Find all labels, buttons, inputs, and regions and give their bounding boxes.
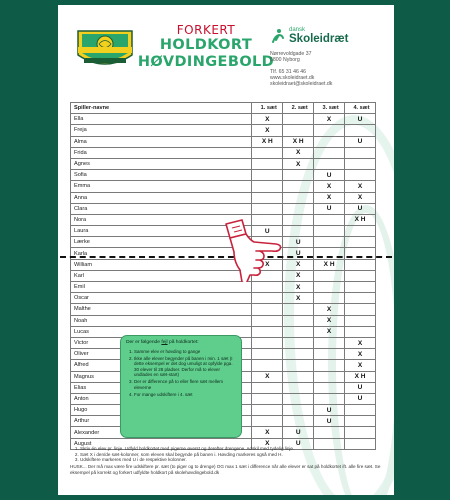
table-row <box>71 315 376 326</box>
set-cell: U <box>314 405 345 416</box>
table-row <box>71 114 376 125</box>
set-cell: U <box>345 203 376 214</box>
table-row <box>71 282 376 293</box>
column-header: 1. sæt <box>252 103 283 114</box>
set-cell: X H <box>314 259 345 270</box>
instruction-list <box>70 446 382 463</box>
set-cell: X <box>283 147 314 158</box>
player-name-cell: Victor <box>71 337 252 348</box>
set-cell <box>314 214 345 225</box>
table-row <box>71 203 376 214</box>
set-cell <box>283 405 314 416</box>
set-cell: U <box>283 427 314 438</box>
instructions-footer <box>70 446 382 476</box>
set-cell <box>314 125 345 136</box>
set-cell <box>345 259 376 270</box>
player-name-cell: Karla <box>71 248 252 259</box>
org-address <box>270 51 390 87</box>
set-cell: X <box>252 125 283 136</box>
set-cell: X <box>345 337 376 348</box>
set-cell: X <box>252 427 283 438</box>
instruction-item: 1. Skriv én elev pr. linje. Udfyld holdkortet med pigerne øverst og derefter drengene. Adskil med tydelig linje. <box>80 446 382 452</box>
set-cell <box>252 304 283 315</box>
player-name-cell: Anna <box>71 192 252 203</box>
set-cell <box>283 170 314 181</box>
set-cell <box>283 181 314 192</box>
player-name-cell: Arthur <box>71 416 252 427</box>
player-name-cell: Oscar <box>71 293 252 304</box>
set-cell <box>283 192 314 203</box>
player-name-cell: Clara <box>71 203 252 214</box>
set-cell <box>283 304 314 315</box>
set-cell <box>252 382 283 393</box>
set-cell <box>314 147 345 158</box>
set-cell <box>314 427 345 438</box>
set-cell: X <box>283 158 314 169</box>
set-cell <box>283 416 314 427</box>
player-name-cell: Emma <box>71 181 252 192</box>
error-info-box <box>120 335 242 438</box>
player-name-cell: Noah <box>71 315 252 326</box>
player-name-cell: August <box>71 438 252 449</box>
set-cell <box>345 125 376 136</box>
set-cell: X H <box>283 136 314 147</box>
error-list <box>126 349 236 398</box>
skoleidraet-logo-icon <box>270 28 286 44</box>
set-cell <box>345 147 376 158</box>
info-lead-underlined: fejl <box>161 340 168 345</box>
org-prefix: dansk <box>289 27 306 33</box>
error-item: 2. Ikke alle elever begynder på banen i min. 1 sæt (I dette eksempel er det dog umuligt at opfylde pga. 30 elever til 28 pladser. Derfor må to elever undlades en sæt-start) <box>134 356 236 378</box>
set-cell <box>314 282 345 293</box>
set-cell <box>252 315 283 326</box>
set-cell <box>345 282 376 293</box>
player-name-cell: Lærke <box>71 237 252 248</box>
set-cell <box>252 405 283 416</box>
set-cell <box>345 405 376 416</box>
set-cell <box>345 427 376 438</box>
set-cell: X <box>283 270 314 281</box>
set-cell: U <box>252 226 283 237</box>
set-cell: X <box>345 349 376 360</box>
player-name-cell: Laura <box>71 226 252 237</box>
set-cell <box>314 337 345 348</box>
set-cell: U <box>345 136 376 147</box>
player-name-cell: Freja <box>71 125 252 136</box>
player-name-cell: Ella <box>71 114 252 125</box>
page-title-line2: HØVDINGEBOLD <box>137 54 275 70</box>
set-cell <box>345 304 376 315</box>
set-cell <box>252 360 283 371</box>
set-cell <box>283 371 314 382</box>
table-row <box>71 158 376 169</box>
player-name-cell: Hugo <box>71 405 252 416</box>
forkert-label: FORKERT <box>176 23 236 37</box>
set-cell <box>345 416 376 427</box>
set-cell <box>252 293 283 304</box>
set-cell <box>314 226 345 237</box>
instruction-item: 3. Udskiftere markeres med U i de respektive kolonner. <box>80 457 382 463</box>
player-name-cell: Malthe <box>71 304 252 315</box>
player-name-cell: William <box>71 259 252 270</box>
set-cell: X <box>314 304 345 315</box>
info-lead: Der er følgende fejl på holdkortet: <box>126 340 199 345</box>
set-cell: U <box>345 393 376 404</box>
set-cell <box>252 393 283 404</box>
table-row <box>71 293 376 304</box>
set-cell: U <box>314 416 345 427</box>
instruction-item: 2. Sæt X i den/de sæt-kolonner, som eleven skal begynde på banen i. Høvding markeres også med H. <box>80 452 382 458</box>
table-row <box>71 147 376 158</box>
player-name-cell: Alexander <box>71 427 252 438</box>
holdkort-sheet <box>58 5 394 495</box>
table-row <box>71 304 376 315</box>
table-row <box>71 192 376 203</box>
table-row <box>71 136 376 147</box>
player-name-cell: Alfred <box>71 360 252 371</box>
set-cell <box>252 158 283 169</box>
set-cell <box>283 382 314 393</box>
player-name-cell: Agnes <box>71 158 252 169</box>
set-cell <box>345 270 376 281</box>
set-cell: X <box>252 371 283 382</box>
set-cell: X <box>314 315 345 326</box>
set-cell <box>314 237 345 248</box>
column-header: 2. sæt <box>283 103 314 114</box>
set-cell: U <box>345 114 376 125</box>
player-name-cell: Emil <box>71 282 252 293</box>
set-cell <box>252 326 283 337</box>
player-name-cell: Elias <box>71 382 252 393</box>
reminder-note: HUSK... Der må max være fire udskiftere pr. sæt (to piger og to drenge) OG max 1 sæt i difference når alle elever er sat på holdkortet ift. alle fire sæt. Se eksempel på korrekt og forkert udfyldte holdkort på skolehøvdingebold.dk <box>70 464 381 475</box>
page-title-line1: HOLDKORT <box>159 37 253 53</box>
set-cell: X <box>283 293 314 304</box>
set-cell <box>283 349 314 360</box>
set-cell <box>283 315 314 326</box>
set-cell: X H <box>345 214 376 225</box>
player-name-cell: Alma <box>71 136 252 147</box>
set-cell <box>252 282 283 293</box>
title-block <box>136 23 276 71</box>
player-name-cell: Lucas <box>71 326 252 337</box>
set-cell <box>252 349 283 360</box>
column-header: 4. sæt <box>345 103 376 114</box>
set-cell <box>314 371 345 382</box>
error-item: 1. Samme elev er høvding to gange <box>134 349 236 355</box>
column-header: 3. sæt <box>314 103 345 114</box>
address-line: 5800 Nyborg <box>270 57 300 64</box>
player-name-cell: Anton <box>71 393 252 404</box>
column-header: Spiller-navne <box>71 103 252 114</box>
set-cell <box>314 393 345 404</box>
set-cell: X <box>314 181 345 192</box>
table-row <box>71 125 376 136</box>
set-cell: X <box>252 114 283 125</box>
set-cell <box>314 158 345 169</box>
table-row <box>71 181 376 192</box>
set-cell: U <box>314 170 345 181</box>
organisation-block <box>270 27 390 87</box>
set-cell <box>314 293 345 304</box>
set-cell <box>345 326 376 337</box>
set-cell <box>283 337 314 348</box>
error-item: 4. For mange udskiftere i 4. sæt <box>134 392 236 398</box>
set-cell <box>283 125 314 136</box>
table-row <box>71 170 376 181</box>
set-cell <box>252 192 283 203</box>
set-cell <box>283 360 314 371</box>
player-name-cell: Karl <box>71 270 252 281</box>
set-cell <box>314 360 345 371</box>
set-cell <box>345 315 376 326</box>
email-link[interactable]: skoleidraet@skoleidraet.dk <box>270 81 333 88</box>
set-cell: X H <box>252 136 283 147</box>
org-logo <box>270 27 390 45</box>
set-cell <box>345 237 376 248</box>
set-cell <box>252 181 283 192</box>
set-cell: X <box>314 192 345 203</box>
org-name: Skoleidræt <box>289 33 349 45</box>
set-cell <box>252 337 283 348</box>
tournament-badge-icon <box>72 27 138 71</box>
player-name-cell: Sofia <box>71 170 252 181</box>
set-cell: X <box>252 259 283 270</box>
error-item: 3. Der er difference på to eller flere sæt mellem eleverne <box>134 379 236 390</box>
set-cell <box>283 393 314 404</box>
set-cell: U <box>314 203 345 214</box>
set-cell <box>314 270 345 281</box>
set-cell <box>252 416 283 427</box>
table-header-row <box>71 103 376 114</box>
set-cell: X <box>283 259 314 270</box>
set-cell: X <box>345 192 376 203</box>
set-cell: X <box>314 326 345 337</box>
set-cell <box>345 170 376 181</box>
set-cell <box>283 326 314 337</box>
set-cell: U <box>283 248 314 259</box>
set-cell <box>345 293 376 304</box>
set-cell <box>252 147 283 158</box>
set-cell: U <box>283 237 314 248</box>
set-cell <box>345 158 376 169</box>
phone: Tlf. 65 31 46 46 <box>270 68 307 75</box>
set-cell <box>314 349 345 360</box>
pointing-hand-icon <box>216 218 290 282</box>
set-cell <box>252 203 283 214</box>
player-name-cell: Frida <box>71 147 252 158</box>
player-name-cell: Magnus <box>71 371 252 382</box>
set-cell <box>283 114 314 125</box>
player-name-cell: Nora <box>71 214 252 225</box>
set-cell <box>345 226 376 237</box>
set-cell: X H <box>345 371 376 382</box>
set-cell <box>252 170 283 181</box>
address-line: Nørrevoldgade 37 <box>270 51 312 57</box>
player-name-cell: Oliver <box>71 349 252 360</box>
set-cell: U <box>283 438 314 449</box>
set-cell: X <box>283 282 314 293</box>
set-cell: X <box>252 438 283 449</box>
set-cell <box>283 203 314 214</box>
set-cell <box>314 136 345 147</box>
set-cell: X <box>345 181 376 192</box>
set-cell: X <box>345 360 376 371</box>
set-cell <box>314 382 345 393</box>
website-link[interactable]: www.skoleidraet.dk <box>270 74 315 81</box>
set-cell: U <box>345 382 376 393</box>
set-cell: X <box>314 114 345 125</box>
